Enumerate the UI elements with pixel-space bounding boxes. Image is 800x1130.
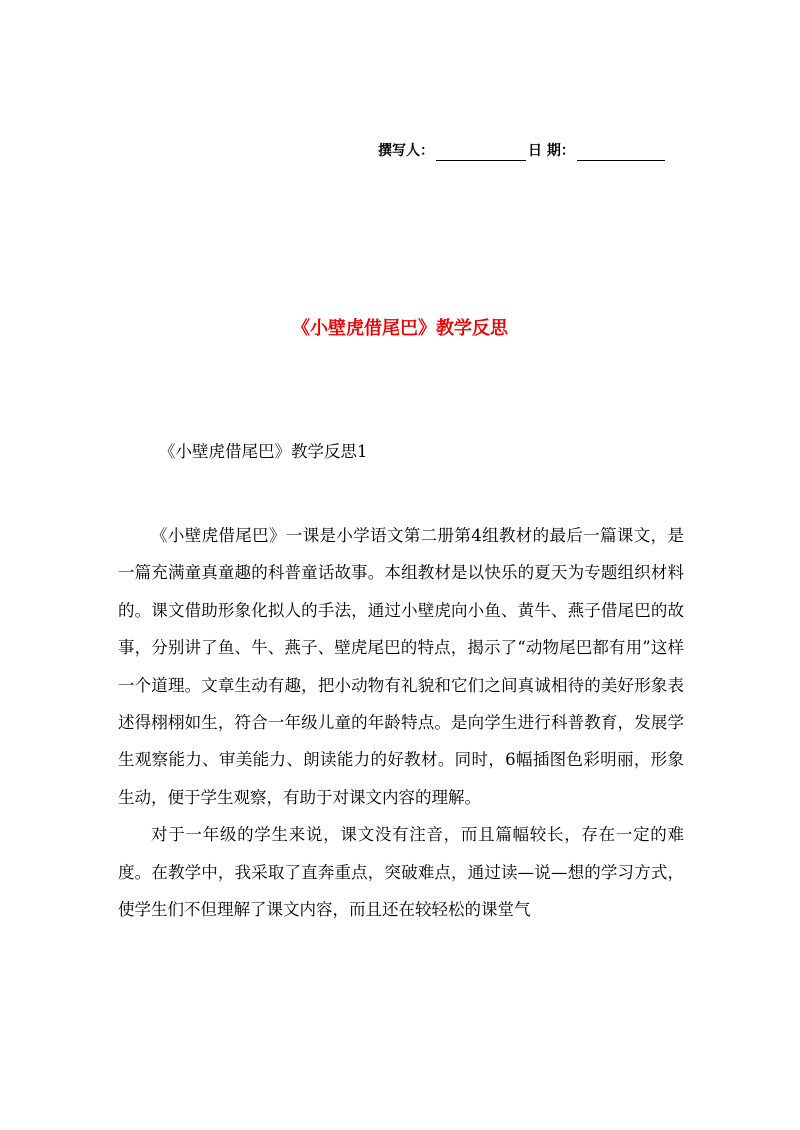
- body-text: [118, 517, 684, 928]
- document-title: 《小壁虎借尾巴》教学反思: [292, 318, 508, 339]
- paragraph-2: 对于一年级的学生来说，课文没有注音，而且篇幅较长，存在一定的难度。在教学中，我采取了直奔重点，突破难点，通过读—说—想的学习方式，使学生们不但理解了课文内容，而且还在较轻松的课堂气: [118, 825, 684, 920]
- author-label: 撰写人：: [378, 143, 434, 159]
- date-blank: [577, 145, 665, 161]
- author-date-line: [378, 141, 688, 161]
- section-heading: 《小壁虎借尾巴》教学反思1: [159, 442, 368, 461]
- author-blank: [436, 145, 526, 161]
- paragraph-1: 《小壁虎借尾巴》一课是小学语文第二册第4组教材的最后一篇课文，是一篇充满童真童趣的科普童话故事。本组教材是以快乐的夏天为专题组织材料的。课文借助形象化拟人的手法，通过小壁虎向小鱼、黄牛、燕子借尾巴的故事，分别讲了鱼、牛、燕子、壁虎尾巴的特点，揭示了“动物尾巴都有用”这样一个道理。文章生动有趣，把小动物有礼貌和它们之间真诚相待的美好形象表述得栩栩如生，符合一年级儿童的年龄特点。是向学生进行科普教育，发展学生观察能力、审美能力、朗读能力的好教材。同时，6幅插图色彩明丽，形象生动，便于学生观察，有助于对课文内容的理解。: [118, 526, 684, 807]
- date-label: 日 期：: [528, 143, 575, 159]
